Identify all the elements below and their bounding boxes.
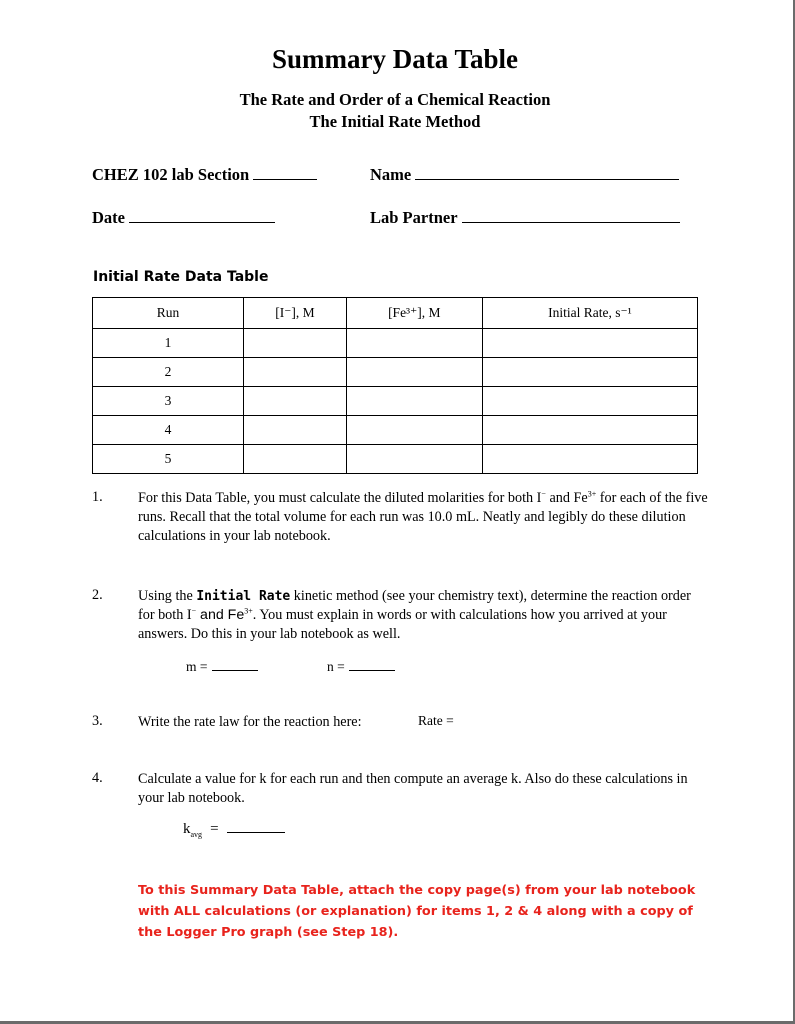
table-row — [93, 387, 698, 416]
header-run: Run — [93, 298, 244, 329]
iron-cell[interactable] — [346, 358, 482, 387]
section-blank[interactable] — [253, 165, 317, 180]
iodide-cell[interactable] — [244, 445, 347, 474]
item-3-text: Write the rate law for the reaction here: — [138, 714, 362, 730]
header-iodide: [I⁻], M — [244, 298, 347, 329]
partner-field — [370, 208, 680, 228]
table-header-row — [93, 298, 698, 329]
table-row — [93, 416, 698, 445]
item-1-text: For this Data Table, you must calculate the diluted molarities for both I− and $Fe^{3+}$ for each of the five runs. Recall that the total volume for each run was 10.0 mL. Neatly and legibly do these dilution calculations in your lab notebook. — [138, 489, 708, 544]
date-blank[interactable] — [129, 208, 275, 223]
item-2-text: Using the Initial Rate kinetic method (see your chemistry text), determine the reaction order for both I− and $Fe^{3+}$. You must explain in words or with calculations how you arrived at your answers. Do this in your lab notebook as well. — [138, 588, 691, 642]
m-answer: m = — [186, 658, 258, 675]
item-2-number: 2. — [92, 587, 103, 603]
item-1-number: 1. — [92, 489, 103, 505]
run-number: 3 — [93, 387, 244, 416]
table-row — [93, 445, 698, 474]
run-number: 5 — [93, 445, 244, 474]
name-field — [370, 165, 679, 185]
partner-blank[interactable] — [462, 208, 680, 223]
run-number: 1 — [93, 329, 244, 358]
m-blank[interactable] — [212, 658, 258, 671]
iron-cell[interactable] — [346, 445, 482, 474]
iodide-cell[interactable] — [244, 329, 347, 358]
partner-label: Lab Partner — [370, 208, 458, 227]
header-initial-rate: Initial Rate, s⁻¹ — [482, 298, 697, 329]
item-3-number: 3. — [92, 713, 103, 729]
page-title: Summary Data Table — [271, 44, 519, 74]
k-average-blank[interactable] — [227, 820, 285, 833]
date-label: Date — [92, 208, 125, 227]
iodide-cell[interactable] — [244, 358, 347, 387]
rate-cell[interactable] — [482, 329, 697, 358]
subtitle-reaction: The Rate and Order of a Chemical Reaction — [239, 90, 551, 109]
rate-law-label: Rate = — [418, 713, 454, 728]
iodide-cell[interactable] — [244, 416, 347, 445]
n-answer: n = — [327, 658, 395, 675]
iodide-cell[interactable] — [244, 387, 347, 416]
name-label: Name — [370, 165, 412, 184]
initial-rate-table — [92, 297, 698, 474]
run-number: 4 — [93, 416, 244, 445]
subtitle-method: The Initial Rate Method — [309, 112, 481, 131]
rate-cell[interactable] — [482, 416, 697, 445]
rate-cell[interactable] — [482, 358, 697, 387]
rate-cell[interactable] — [482, 445, 697, 474]
iron-cell[interactable] — [346, 329, 482, 358]
header-iron: [Fe³⁺], M — [346, 298, 482, 329]
date-field — [92, 208, 275, 228]
table-row — [93, 358, 698, 387]
n-blank[interactable] — [349, 658, 395, 671]
iron-cell[interactable] — [346, 416, 482, 445]
attachment-note: To this Summary Data Table, attach the copy page(s) from your lab notebook with ALL calculations (or explanation) for items 1, 2 & 4 along with a copy of the Logger Pro graph (see Step 18). — [138, 883, 696, 940]
run-number: 2 — [93, 358, 244, 387]
iron-cell[interactable] — [346, 387, 482, 416]
table-row — [93, 329, 698, 358]
item-4-number: 4. — [92, 770, 103, 786]
section-field — [92, 165, 317, 185]
name-blank[interactable] — [415, 165, 679, 180]
table-heading: Initial Rate Data Table — [93, 269, 269, 285]
rate-cell[interactable] — [482, 387, 697, 416]
section-label: CHEZ 102 lab Section — [92, 165, 250, 184]
item-4-text: Calculate a value for k for each run and then compute an average k. Also do these calculations in your lab notebook. — [138, 771, 688, 806]
k-average-answer: $k_{avg}$ = — [183, 820, 285, 838]
